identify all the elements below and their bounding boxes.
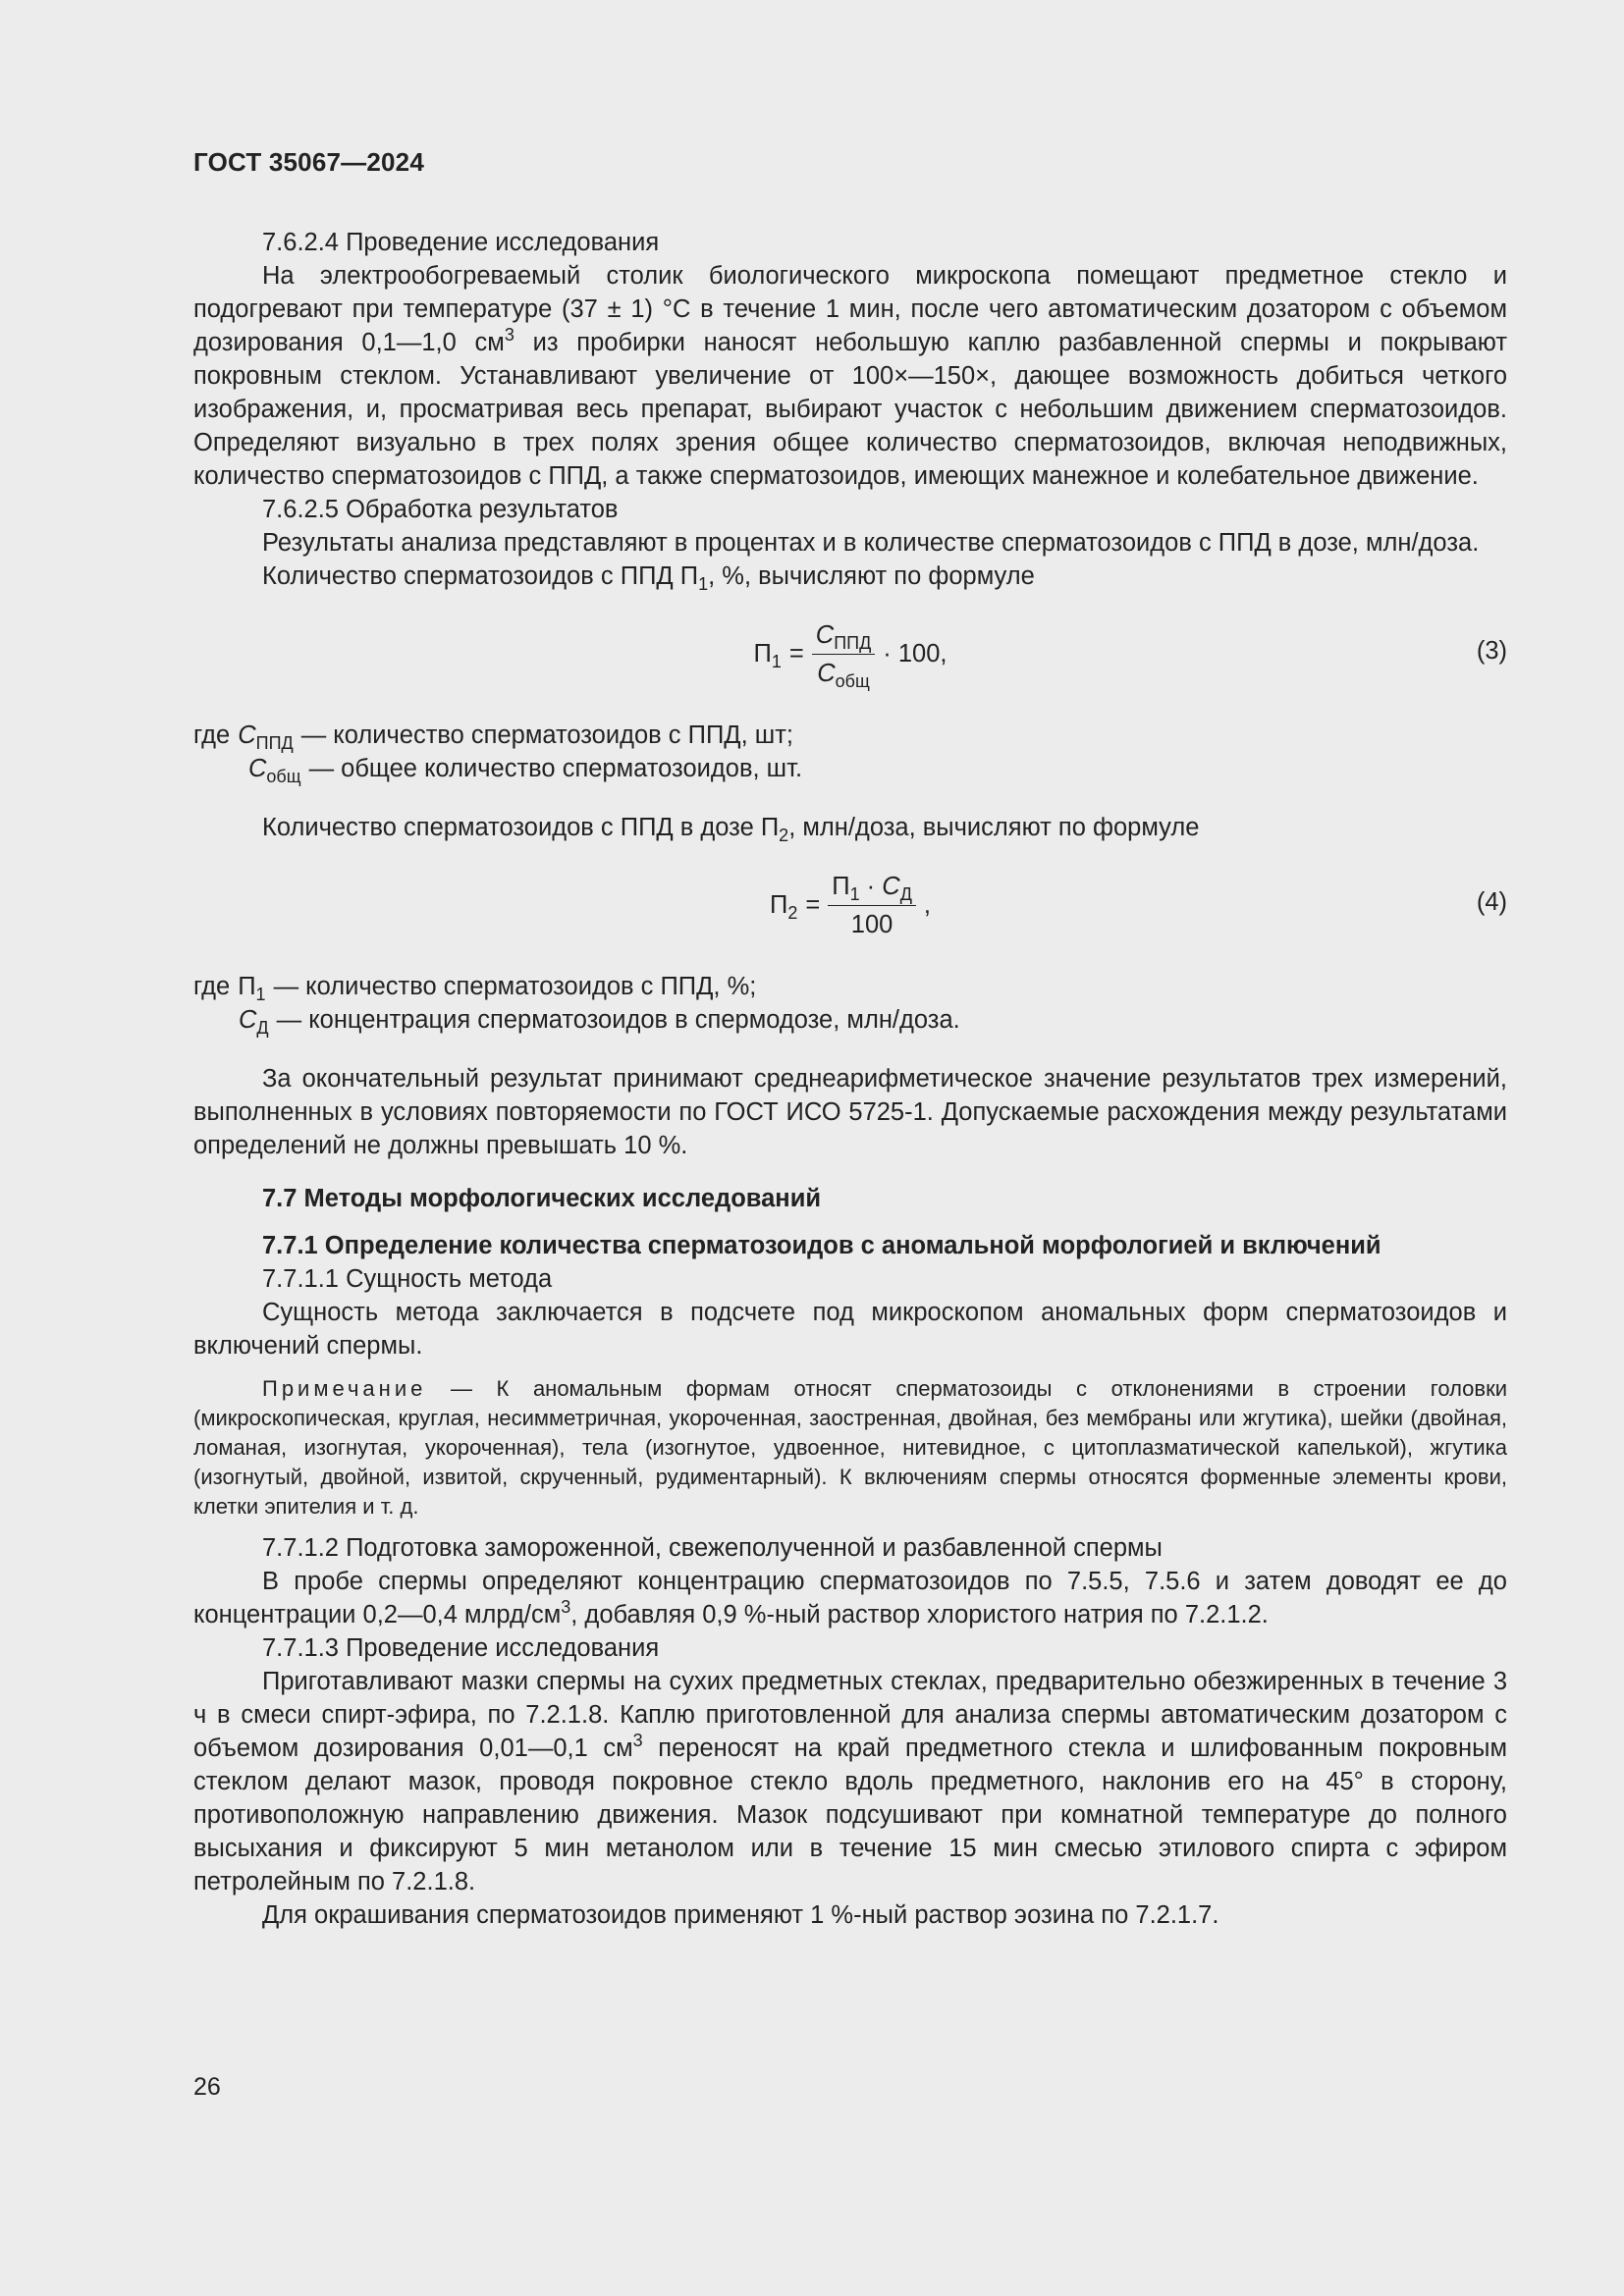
equation-number: (4) — [1476, 888, 1507, 916]
where-line — [193, 752, 1507, 785]
section-7-7-1-2-text — [193, 1565, 1507, 1631]
section-7-7-1-3-text — [193, 1665, 1507, 1898]
section-7-7-1-3-staining: Для окрашивания сперматозоидов применяют 1 %-ный раствор эозина по 7.2.1.7. — [262, 1901, 1219, 1929]
superscript: 3 — [504, 325, 514, 345]
formula-equals: = — [788, 640, 804, 667]
superscript: 3 — [632, 1731, 643, 1750]
where-symbol: $C_{общ}$ — [248, 755, 301, 786]
document-body — [193, 226, 1507, 1932]
section-7-6-2-5-paragraph-2 — [193, 560, 1507, 593]
section-7-7-1-3-heading: 7.7.1.3 Проведение исследования — [262, 1634, 660, 1662]
formula-4-expression — [193, 858, 1507, 952]
formula-lhs: $П_2$ — [770, 891, 798, 923]
paragraph-text: Количество сперматозоидов с ППД в дозе П — [262, 814, 780, 841]
formula-fraction — [812, 618, 876, 690]
where-description: — количество сперматозоидов с ППД, шт; — [300, 721, 793, 749]
section-7-7-1-2-heading: 7.7.1.2 Подготовка замороженной, свежеполученной и разбавленной спермы — [262, 1534, 1163, 1562]
note-label: Примечание — [262, 1376, 427, 1401]
paragraph-text: На электрообогреваемый столик биологического микроскопа помещают предметное стекло и подогревают при температуре (37 ± 1) °С в течение 1 мин, после чего автоматическим дозатором с объемом дозирования 0,1—1,0 см — [193, 262, 1507, 356]
paragraph-text: , млн/доза, вычисляют по формуле — [788, 814, 1200, 841]
formula-4-intro — [193, 811, 1507, 844]
section-7-7-1-1-heading: 7.7.1.1 Сущность метода — [262, 1265, 553, 1293]
paragraph-text: Количество сперматозоидов с ППД П — [262, 562, 699, 590]
superscript: 3 — [561, 1597, 571, 1617]
section-7-6-2-5-heading: 7.6.2.5 Обработка результатов — [262, 496, 619, 523]
where-symbol: $C_Д$ — [239, 1006, 269, 1038]
equation-number: (3) — [1476, 637, 1507, 665]
paragraph-text: , %, вычисляют по формуле — [708, 562, 1035, 590]
paragraph-text: из пробирки наносят небольшую каплю разбавленной спермы и покрывают покровным стеклом. Устанавливают увеличение от 100×—150×, дающее возможность добиться четкого изображения, и, просматривая весь препарат, выбирают участок с небольшим движением сперматозоидов. Определяют визуально в трех полях зрения общее количество сперматозоидов, включая неподвижных, количество сперматозоидов с ППД, а также сперматозоидов, имеющих манежное и колебательное движение. — [193, 329, 1508, 490]
paragraph-text: В пробе спермы определяют концентрацию сперматозоидов по 7.5.5, 7.5.6 и затем доводят ее до концентрации 0,2—0,4 млрд/см — [193, 1568, 1507, 1629]
section-7-7-1-heading: 7.7.1 Определение количества сперматозоидов с аномальной морфологией и включений — [262, 1232, 1381, 1259]
formula-4 — [193, 858, 1507, 952]
where-prefix: где — [193, 721, 231, 749]
fraction-denominator: 100 — [850, 910, 893, 938]
paragraph-text: , добавляя 0,9 %-ный раствор хлористого натрия по 7.2.1.2. — [570, 1601, 1269, 1629]
where-line — [193, 719, 1507, 752]
where-symbol: $C_{ППД}$ — [238, 721, 294, 753]
page-number: 26 — [193, 2073, 221, 2101]
where-symbol: $П_1$ — [238, 973, 266, 1004]
where-line — [193, 1003, 1507, 1037]
formula-equals: = — [805, 891, 821, 919]
section-7-7-heading: 7.7 Методы морфологических исследований — [262, 1185, 822, 1212]
paragraph-text: Приготавливают мазки спермы на сухих предметных стеклах, предварительно обезжиренных в течение 3 ч в смеси спирт-эфира, по 7.2.1.8. Каплю приготовленной для анализа спермы автоматическим дозатором с объемом дозирования 0,01—0,1 см — [193, 1668, 1507, 1762]
subscript: 2 — [779, 826, 789, 845]
where-block-3 — [193, 719, 1507, 785]
fraction-numerator: $П_1 \cdot C_Д$ — [828, 870, 916, 906]
formula-lhs: $П_1$ — [753, 640, 782, 671]
paragraph-text: переносят на край предметного стекла и шлифованным покровным стеклом делают мазок, проводя покровное стекло вдоль предметного, наклонив его на 45° в сторону, противоположную направлению движения. Мазок подсушивают при комнатной температуре до полного высыхания и фиксируют 5 мин метанолом или в течение 15 мин смесью этилового спирта с эфиром петролейным по 7.2.1.8. — [193, 1735, 1507, 1896]
section-7-6-2-4-paragraph — [193, 259, 1507, 493]
where-line — [193, 970, 1507, 1003]
document-header: ГОСТ 35067—2024 — [193, 147, 424, 177]
formula-tail: , — [923, 891, 931, 919]
note-paragraph — [193, 1374, 1507, 1522]
where-prefix: где — [193, 973, 231, 1000]
subscript: 1 — [698, 574, 709, 594]
where-description: — концентрация сперматозоидов в спермодозе, млн/доза. — [276, 1006, 960, 1034]
where-description: — количество сперматозоидов с ППД, %; — [273, 973, 757, 1000]
section-7-6-2-5-paragraph-1: Результаты анализа представляют в процентах и в количестве сперматозоидов с ППД в дозе, млн/доза. — [262, 529, 1480, 557]
fraction-numerator: $C_{ППД}$ — [812, 618, 876, 655]
formula-3 — [193, 607, 1507, 701]
where-description: — общее количество сперматозоидов, шт. — [308, 755, 803, 782]
fraction-denominator: $C_{общ}$ — [817, 659, 870, 691]
formula-tail: · 100, — [883, 640, 947, 667]
formula-3-expression — [193, 607, 1507, 701]
final-result-paragraph: За окончательный результат принимают среднеарифметическое значение результатов трех измерений, выполненных в условиях повторяемости по ГОСТ ИСО 5725-1. Допускаемые расхождения между результатами определений не должны превышать 10 %. — [193, 1065, 1507, 1159]
where-block-4 — [193, 970, 1507, 1037]
section-7-7-1-1-text: Сущность метода заключается в подсчете под микроскопом аномальных форм сперматозоидов и включений спермы. — [193, 1299, 1507, 1360]
note-text: — К аномальным формам относят сперматозоиды с отклонениями в строении головки (микроскопическая, круглая, несимметричная, укороченная, заостренная, двойная, без мембраны или жгутика), шейки (двойная, ломаная, изогнутая, укороченная), тела (изогнутое, удвоенное, нитевидное, с цитоплазматической капелькой), жгутика (изогнутый, двойной, извитой, скрученный, рудиментарный). К включениям спермы относятся форменные элементы крови, клетки эпителия и т. д. — [193, 1376, 1507, 1519]
formula-fraction — [828, 870, 916, 941]
section-7-6-2-4-heading: 7.6.2.4 Проведение исследования — [262, 229, 660, 256]
